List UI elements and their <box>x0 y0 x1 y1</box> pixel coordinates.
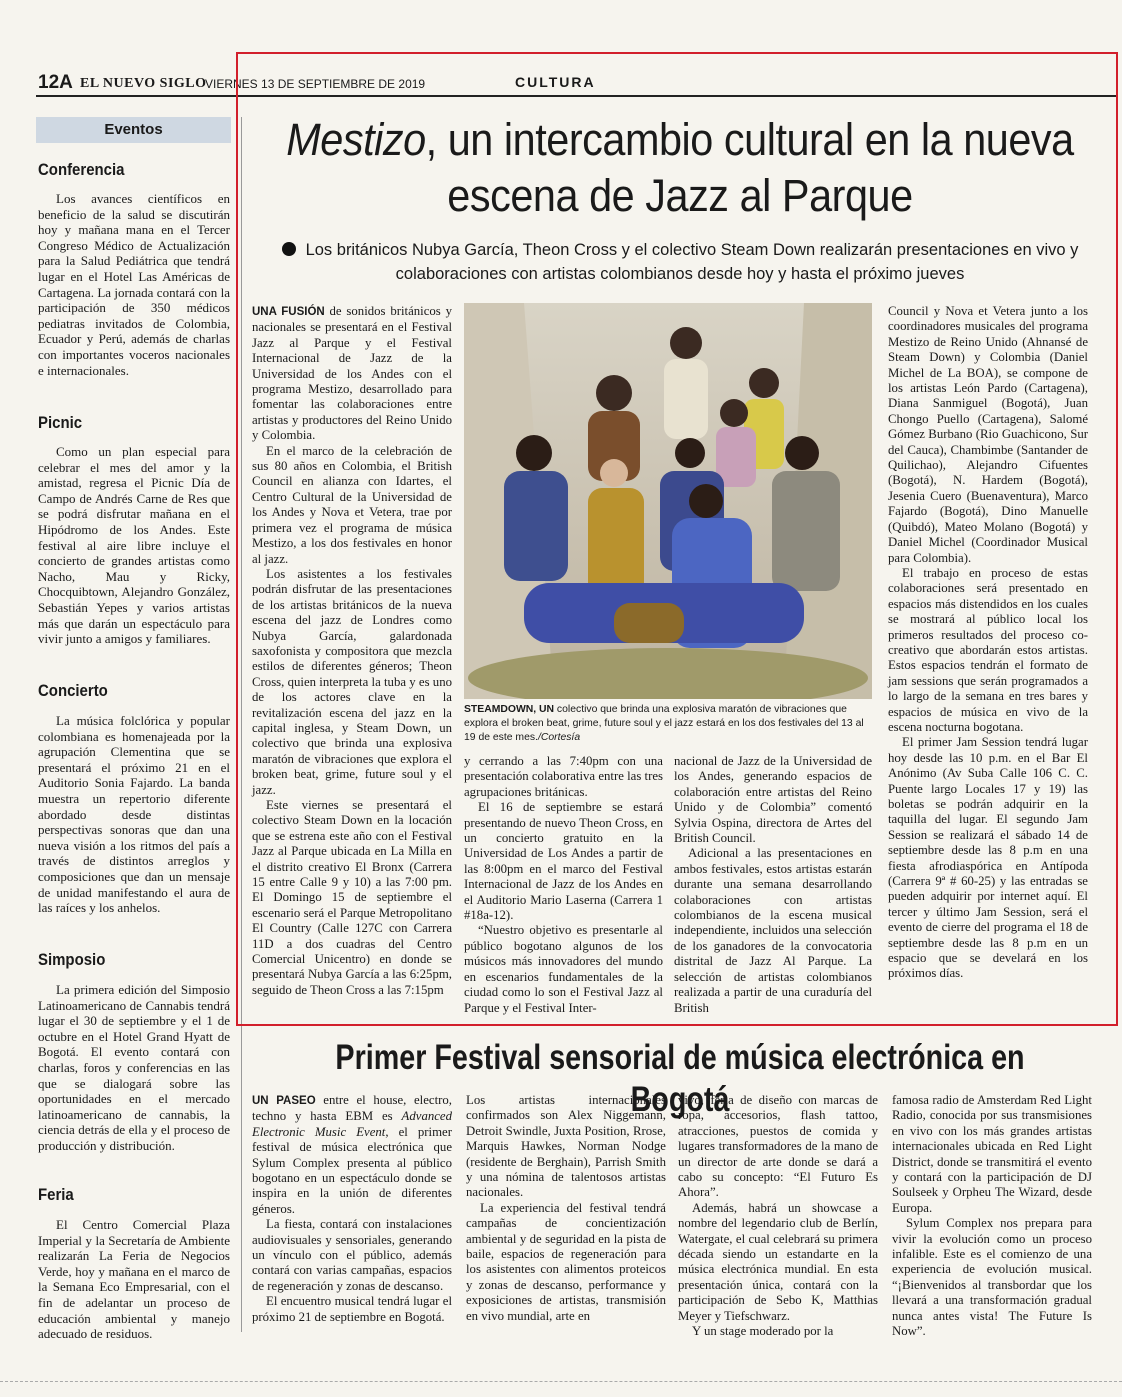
event-body-picnic: Como un plan especial para celebrar el mes del amor y la amistad, regresa el Picnic Día de Campo de Andrés Carne de Res que se podrá disfrutar mañana en el Hipódromo de los Andes. Este festival al aire libre incluye el concierto de grandes artistas como Nacho, Mau y Ricky, Chocquibtown, Alejandro González, Sebastián Yepes y varios artistas más que darán un espectáculo para vivir junto a amigos y familiares. <box>38 444 230 647</box>
paragraph: En el marco de la celebración de sus 80 años en Colombia, el British Council en alianza con Idartes, el Centro Cultural de la Universidad de los Andes y Nova et Vetera, trae por primera vez el programa de música Mestizo, a los dos festivales en honor al jazz. <box>252 443 452 566</box>
article-column-3 <box>674 754 872 1016</box>
paragraph: vivo, feria de diseño con marcas de ropa, accesorios, flash tattoo, atracciones, puestos de comida y lugares transformadores de la mano de un director de arte donde se dará a cabo su concepto: “El Futuro Es Ahora”. <box>678 1093 878 1200</box>
lead-in: UN PASEO <box>252 1095 316 1107</box>
paragraph: Council y Nova et Vetera junto a los coordinadores musicales del programa Mestizo de Reino Unido (Ahnansé de Steam Down) y Colombia (Daniel Michel de La BOA), se compone de los artistas León Pardo (Cartagena), Diana Sanmiguel (Bogotá), Juan Chongo Puello (Cartagena), Salomé Gómez Burbano (Rio Guachicono, Sur del Cauca), Chambimbe (Santander de Quilichao), Alejandro Cifuentes (Bogotá), N. Hardem (Bogotá), Jesenia Cuero (Buenaventura), Marco Fajardo (Bogotá), Dino Manuelle (Quibdó), Mateo Molano (Bogotá) y Daniel Michel (Coordinador Musical para Colombia). <box>888 304 1088 565</box>
paragraph: Este viernes se presentará el colectivo Steam Down en la locación que se estrena este año con el Festival Jazz al Parque ubicada en La Milla en el distrito creativo El Bronx (Carrera 15 entre Calle 9 y 10) a las 7:00 pm. El Domingo 15 de septiembre el escenario será el Parque Metropolitano El Country (Calle 127C con Carrera 11D a dos cuadras del Centro Comercial Unicentro) en donde se presentará Nubya García a las 6:25pm, seguido de Theon Cross a las 7:15pm <box>252 798 452 997</box>
article2-column-1 <box>252 1093 452 1325</box>
article-subtitle <box>255 238 1105 286</box>
issue-date: VIERNES 13 DE SEPTIEMBRE DE 2019 <box>205 77 426 91</box>
event-title-feria: Feria <box>38 1185 74 1204</box>
paragraph-text: , el primer festival de música electrónica que Sylum Complex presenta al público bogotano en un espectáculo donde se inspira en la unión de diferentes géneros. <box>252 1124 452 1216</box>
article-column-1 <box>252 304 452 998</box>
paragraph: nacional de Jazz de la Universidad de los Andes, generando espacios de colaboración entre artistas del Reino Unido y de Colombia” comentó Sylvia Ospina, directora de Artes del British Council. <box>674 754 872 846</box>
events-tab: Eventos <box>36 117 231 143</box>
paragraph: Sylum Complex nos prepara para vivir la evolución como un proceso infalible. Este es el comienzo de una experiencia de evolución musical. “¡Bienvenidos al transbordar que los llevará a una transformación gradual nunca antes vista! The Future Is Now”. <box>892 1216 1092 1339</box>
paragraph: “Nuestro objetivo es presentarle al público bogotano algunos de los músicos más innovadores del mundo en escenarios fundamentales de la ciudad como lo son el Festival Jazz al Parque y el Festival Inter- <box>464 923 663 1015</box>
paragraph: El trabajo en proceso de estas colaboraciones será presentado en espacios más distendidos en los cuales se mostrará al público local los primeros resultados del proceso co-creativo que abordarán estos artistas. Estos espacios tendrán el formato de jam sessions que serán programados a lo largo de la semana en tres bares y espacios de música en vivo de la escena nocturna bogotana. <box>888 565 1088 734</box>
paragraph: El primer Jam Session tendrá lugar hoy desde las 10 p.m. en el Bar El Anónimo (Av Suba Calle 106 C. C. Puente largo Locales 17 y 19) las boletas se podrán adquirir en la taquilla del lugar. El segundo Jam Session se realizará el sábado 14 de septiembre desde las 8 p.m en una fiesta afrodiaspórica en Antípoda (Carrera 9ª # 60-25) y las entradas se pueden adquirir por internet aquí. El tercer y último Jam Session, será el evento de cierre del programa el 18 de septiembre desde las 8 p.m en un espacio que se develará en los próximos días. <box>888 735 1088 981</box>
paragraph: Y un stage moderado por la <box>692 1324 834 1339</box>
paragraph: El 16 de septiembre se estará presentando de nuevo Theon Cross, en un concierto gratuito en la Universidad de Los Andes a partir de las 8:00pm en el marco del Festival Internacional de Jazz de los Andes en el Auditorio Mario Laserna (Carrera 1 #18a-12). <box>464 800 663 923</box>
event-title-picnic: Picnic <box>38 413 83 432</box>
article2-column-3 <box>678 1093 878 1340</box>
paragraph <box>252 1093 452 1217</box>
article2-column-2 <box>466 1093 666 1324</box>
headline-italic: Mestizo <box>286 114 426 165</box>
page-bottom-rule <box>0 1381 1122 1383</box>
paragraph: Los artistas internacionales confirmados son Alex Niggemann, Detroit Swindle, Juxta Position, Rrose, Marquis Hawkes, Norman Nodge (residente de Berghain), Parrish Smith y una nómina de talentosos artistas nacionales. <box>466 1093 666 1200</box>
event-body-conferencia: Los avances científicos en beneficio de la salud se discutirán hoy y mañana mana en el Tercer Congreso Médico de Actualización para la Salud Pediátrica que tendrá lugar en el Hotel Las Américas de Cartagena. La jornada contará con la participación de 350 médicos pediatras invitados de Colombia, Ecuador y Perú, además de charlas con importantes voceros nacionales e internacionales. <box>38 191 230 378</box>
article-column-2 <box>464 754 663 1016</box>
paragraph: El encuentro musical tendrá lugar el próximo 21 de septiembre en Bogotá. <box>252 1294 452 1324</box>
event-body-concierto: La música folclórica y popular colombiana es homenajeada por la agrupación Clementina que se presentará el próximo 21 en el Auditorio Sonia Fajardo. La banda muestra un repertorio diferente abordado desde distintas perspectivas sonoras que dan una nueva visión a los ritmos del país a través de distintos arreglos y composiciones que dan un mensaje de unidad manifestando el aura de las raíces y los anhelos. <box>38 713 230 916</box>
paragraph: Adicional a las presentaciones en ambos festivales, estos artistas estarán durante una semana desarrollando colaboraciones con artistas colombianos de la escena musical independiente, incluidos una selección de los ganadores de la convocatoria distrital de Jazz Al Parque. La selección de artistas colombianos realizada a partir de una curaduría del British <box>674 846 872 1015</box>
paragraph: La fiesta, contará con instalaciones audiovisuales y sensoriales, generando un vínculo con el público, además contará con varias campañas, espacios de regeneración y zonas de descanso. <box>252 1217 452 1293</box>
paragraph-text: entre el house, electro, techno y hasta EBM es <box>252 1093 452 1124</box>
caption-text: colectivo que brinda una explosiva maratón de vibraciones que explora el broken beat, grime, future soul y el jazz estará en los dos festivales del 13 al 19 de este mes. <box>464 704 864 743</box>
paragraph-text: de sonidos británicos y nacionales se presentará en el Festival Jazz al Parque y el Festival Internacional de Jazz de la Universidad de los Andes con el programa Mestizo, desarrollado para fomentar las colaboraciones entre artistas y productores del Reino Unido y Colombia. <box>252 304 452 443</box>
event-body-simposio: La primera edición del Simposio Latinoamericano de Cannabis tendrá lugar el 30 de septiembre y el 1 de octubre en el Hotel Grand Hyatt de Bogotá. El evento contará con charlas, foros y conferencias en las que se dialogará sobre las oportunidades en el mercado latinoamericano de cannabis, la ciencia detrás de ella y el proceso de producción y distribución. <box>38 982 230 1153</box>
newspaper-name: EL NUEVO SIGLO <box>80 76 207 91</box>
article2-headline: Primer Festival sensorial de música electrónica en Bogotá <box>335 1038 1025 1119</box>
photo-caption <box>464 703 872 745</box>
paragraph: famosa radio de Amsterdam Red Light Radio, conocida por sus transmisiones en vivo con los más grandes artistas internacionales ubicada en Red Light District, donde se transmitirá el evento y contará con la participación de DJ Soulseek y Orpheu The Wizard, desde Europa. <box>892 1093 1092 1215</box>
event-title-simposio: Simposio <box>38 950 106 969</box>
section-name: CULTURA <box>515 74 596 90</box>
caption-lead: STEAMDOWN, UN <box>464 704 555 715</box>
event-body-feria: El Centro Comercial Plaza Imperial y la Secretaría de Ambiente realizarán La Feria de Negocios Verde, hoy y mañana en el marco de la Semana Eco Empresarial, con el fin de adelantar un proceso de educación ambiental y manejo adecuado de residuos. <box>38 1217 230 1342</box>
event-title-conferencia: Conferencia <box>38 160 125 179</box>
headline-rest: , un intercambio cultural en la nueva escena de Jazz al Parque <box>425 114 1074 221</box>
page-number: 12A <box>38 72 73 93</box>
article-column-4 <box>888 304 1088 982</box>
subtitle-text: Los británicos Nubya García, Theon Cross y el colectivo Steam Down realizarán presentaciones en vivo y colaboraciones con artistas colombianos desde hoy y hasta el próximo jueves <box>305 241 1079 283</box>
paragraph: Los asistentes a los festivales podrán disfrutar de las presentaciones de los artistas británicos de la nueva escena del jazz de Londres como Nubya García, galardonada saxofonista y compositora que mezcla estilos de diferentes géneros; Theon Cross, quien interpreta la tuba y es uno de los actores clave en la revitalización escena del jazz en la capital inglesa, y Steam Down, un colectivo que brinda una explosiva maratón de vibraciones que explora el broken beat, grime, future soul y el jazz. <box>252 566 452 797</box>
article-headline <box>284 112 1075 224</box>
paragraph: Además, habrá un showcase a nombre del legendario club de Berlín, Watergate, el cual celebrará su primera década siendo un estandarte en la música electrónica mundial. En esta presentación única, contará con la participación de Sebo K, Matthias Meyer y Tiefschwarz. <box>678 1200 878 1323</box>
event-title-concierto: Concierto <box>38 681 108 700</box>
paragraph <box>252 304 452 444</box>
event-name: Advanced Electronic Music Event <box>252 1109 452 1139</box>
steamdown-photo <box>464 303 872 699</box>
caption-credit: /Cortesía <box>537 732 581 743</box>
bullet-icon <box>282 242 296 256</box>
lead-in: UNA FUSIÓN <box>252 306 325 318</box>
article2-column-4 <box>892 1093 1092 1340</box>
paragraph: La experiencia del festival tendrá campañas de concientización ambiental y de seguridad en la pista de baile, espacios de regeneración para los asistentes con alimentos proteicos y zonas de descanso, performance y exposiciones de artistas, transmisión en vivo mundial, arte en <box>466 1200 666 1323</box>
paragraph: y cerrando a las 7:40pm con una presentación colaborativa entre las tres agrupaciones británicas. <box>464 754 663 799</box>
